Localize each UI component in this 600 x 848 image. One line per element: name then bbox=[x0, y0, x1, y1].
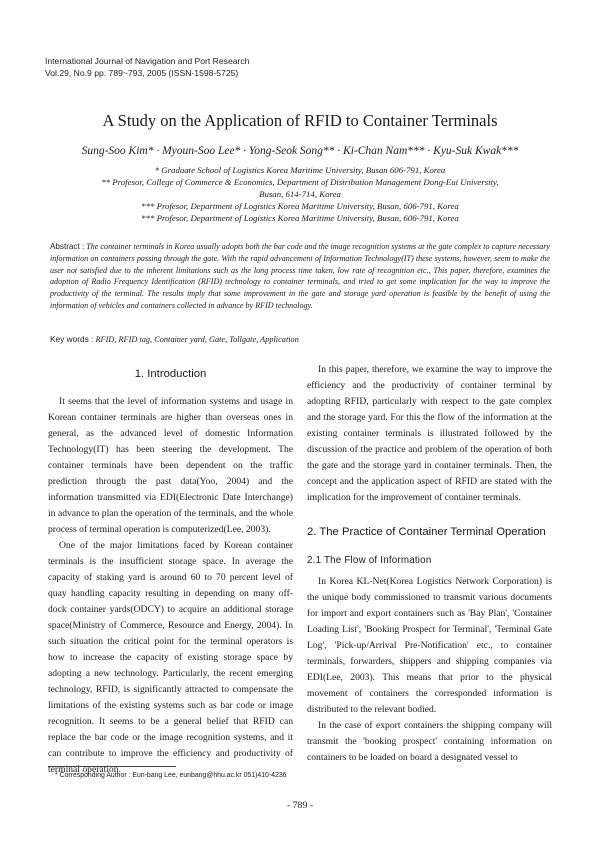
abstract-label: Abstract : bbox=[50, 242, 85, 251]
paper-title: A Study on the Application of RFID to Container Terminals bbox=[102, 111, 498, 130]
paragraph: One of the major limitations faced by Korean container terminals is the insufficient storage space. In average the capacity of staking yard is around 60 to 70 percent level of quay handling capacity resulting in depending on many off-dock container yards(ODCY) to acquire an additional storage space(Ministry of Commerce, Resource and Energy, 2004). In such situation the critical point for the terminal operators is how to increase the capacity of existing storage space by adopting a new technology. Particularly, the recent emerging technology, RFID, is significantly attracted to compensate the limitations of the existing systems such as bar code or image recognition. It seems to be a general belief that RFID can replace the bar code or the image recognition systems, and it can contribute to improve the efficiency and productivity of terminal operation. bbox=[48, 540, 293, 775]
keywords-label: Key words : bbox=[50, 334, 94, 344]
journal-volume: Vol.29, No.9 pp. 789~793, 2005 (ISSN-1598-5725) bbox=[45, 68, 239, 78]
left-column bbox=[48, 394, 293, 778]
affiliation-line: Busan, 614-714, Korea bbox=[259, 189, 341, 200]
subsection-heading-flow: 2.1 The Flow of Information bbox=[307, 555, 432, 566]
author-list: Sung-Soo Kim* · Myoun-Soo Lee* · Yong-Seok Song** · Ki-Chan Nam*** · Kyu-Suk Kwak*** bbox=[81, 145, 519, 157]
footnote: * Corresponding Author : Eun-bang Lee, eunbang@hhu.ac.kr 051)410-4236 bbox=[55, 772, 287, 779]
paragraph: In Korea KL-Net(Korea Logistics Network Corporation) is the unique body commissioned to transmit various documents for import and export containers such as 'Bay Plan', 'Container Loading List', 'Booking Prospect for Terminal', 'Terminal Gate Log', 'Pick-up/Arrival Pre-Notification' etc., to container terminals, forwarders, shippers and shipping companies via EDI(Lee, 2003). This means that prior to the physical movement of containers the corresponded information is distributed to the relevant bodied. bbox=[307, 576, 552, 715]
section-heading-introduction: 1. Introduction bbox=[134, 368, 207, 380]
affiliation-line: ** Profesor, College of Commerce & Economics, Department of Distribution Management Dong-Eui University, bbox=[101, 177, 499, 188]
footnote-rule bbox=[48, 766, 176, 767]
paragraph: In the case of export containers the shipping company will transmit the 'booking prospect' containing information on containers to be loaded on board a designated vessel to bbox=[307, 720, 552, 763]
paragraph: It seems that the level of information systems and usage in Korean container terminals are higher than overseas ones in general, as the advanced level of domestic Information Technology(IT) has been steering the development. The container terminals have been dependent on the traffic prediction through the past data(Yoo, 2004) and the information transmitted via EDI(Electronic Date Interchange) in advance to plan the operation of the terminals, and the whole process of terminal operation is computerized(Lee, 2003). bbox=[48, 396, 293, 535]
right-column-top bbox=[307, 362, 552, 506]
affiliations bbox=[60, 164, 540, 224]
keywords-text: RFID, RFID tag, Container yard, Gate, Tollgate, Application bbox=[95, 335, 299, 344]
abstract-text: The container terminals in Korea usually adopts both the bar code and the image recognition systems at the gate complex to capture necessary information on containers passing through the gate. With the rapid advancement of Information Technology(IT) these systems, however, seem to make the user not satisfied due to the inherent limitations such as the long process time taken, low rate of recognition etc., This paper, therefore, examines the adoption of Radio Frequency Identification (RFID) technology to container terminals, and tried to get some implication for the way to improve the productivity of the terminal. The results imply that some improvement in the gate and storage yard operation is feasible by the benefit of using the information of vehicles and containers collected in advance by RFID technology. bbox=[50, 242, 551, 310]
keywords bbox=[50, 334, 299, 344]
journal-header bbox=[45, 55, 249, 79]
journal-name: International Journal of Navigation and Port Research bbox=[45, 56, 250, 66]
affiliation-line: *** Profesor, Department of Logistics Korea Maritime University, Busan, 606-791, Korea bbox=[141, 213, 459, 224]
affiliation-line: * Graduate School of Logistics Korea Maritime University, Busan 606-791, Korea bbox=[154, 165, 446, 175]
right-column-bottom bbox=[307, 574, 552, 766]
section-heading-practice: 2. The Practice of Container Terminal Operation bbox=[307, 526, 546, 538]
paragraph: In this paper, therefore, we examine the way to improve the efficiency and the productivity of container terminal by adopting RFID, particularly with respect to the gate complex and the storage yard. For this the flow of the information at the existing container terminals is illustrated followed by the discussion of the practice and problem of the operation of both the gate and the storage yard in container terminals. Then, the concept and the application aspect of RFID are stated with the implication for the improvement of container terminals. bbox=[307, 364, 552, 503]
abstract bbox=[50, 241, 550, 312]
affiliation-line: *** Profesor, Department of Logistics Korea Maritime University, Busan, 606-791, Korea bbox=[141, 201, 459, 212]
page-number: - 789 - bbox=[286, 800, 314, 811]
